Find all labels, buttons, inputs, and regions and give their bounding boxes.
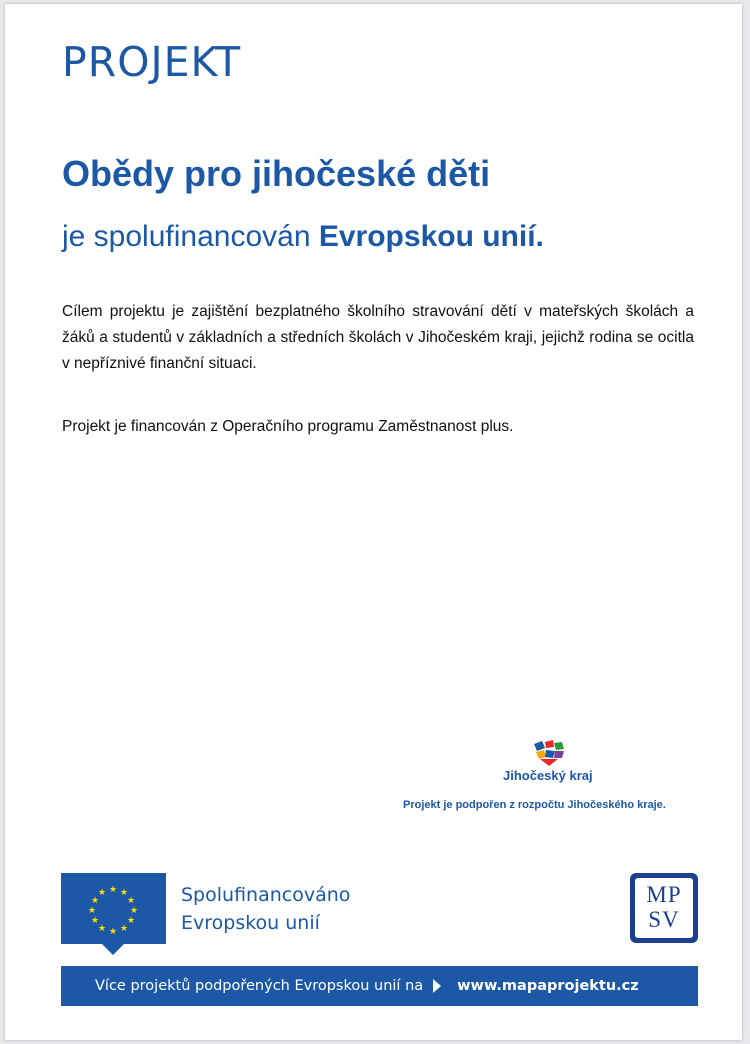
footer-bar-text: Více projektů podpořených Evropskou unií na (95, 978, 424, 994)
eu-text-line1: Spolufinancováno (181, 884, 351, 906)
footer-bar (61, 966, 698, 1006)
cofinanced-line (62, 220, 544, 253)
svg-text:★: ★ (108, 927, 118, 937)
eu-text-line2: Evropskou unií (181, 912, 320, 934)
mpsv-logo-top: MP (646, 882, 682, 907)
chevron-right-icon (433, 979, 441, 993)
mpsv-logo-inner (635, 878, 693, 938)
cofinanced-emphasis: Evropskou unií. (318, 220, 544, 253)
svg-text:★: ★ (108, 885, 118, 895)
svg-text:★: ★ (119, 888, 129, 898)
svg-text:★: ★ (87, 906, 97, 916)
svg-text:★: ★ (119, 924, 129, 934)
svg-text:★: ★ (97, 888, 107, 898)
svg-text:★: ★ (97, 924, 107, 934)
svg-text:★: ★ (126, 916, 136, 926)
eu-stars-icon (61, 873, 166, 944)
poster-page (5, 4, 742, 1040)
eu-cofinanced-text (181, 881, 350, 937)
project-title: Obědy pro jihočeské děti (62, 153, 491, 194)
jihocesky-kraj-logo-icon (531, 740, 567, 766)
kraj-logo-name: Jihočeský kraj (503, 768, 593, 783)
svg-text:★: ★ (90, 896, 100, 906)
svg-text:★: ★ (90, 916, 100, 926)
mpsv-logo (630, 873, 698, 943)
svg-text:★: ★ (129, 906, 139, 916)
eu-flag-icon (61, 873, 166, 944)
regional-support-note: Projekt je podpořen z rozpočtu Jihočeského kraje. (403, 799, 666, 811)
funding-note: Projekt je financován z Operačního programu Zaměstnanost plus. (62, 418, 514, 435)
eu-flag-pointer (102, 944, 124, 955)
project-description: Cílem projektu je zajištění bezplatného školního stravování dětí v mateřských školách a žáků a studentů v základních a středních školách v Jihočeském kraji, jejichž rodina se ocitla v nepříznivé finanční situaci. (62, 303, 694, 372)
svg-text:★: ★ (126, 896, 136, 906)
cofinanced-prefix: je spolufinancován (62, 220, 311, 253)
mapaprojektu-link[interactable]: www.mapaprojektu.cz (457, 978, 639, 994)
mpsv-logo-bottom: SV (648, 907, 680, 932)
header-label: PROJEKT (62, 38, 242, 86)
